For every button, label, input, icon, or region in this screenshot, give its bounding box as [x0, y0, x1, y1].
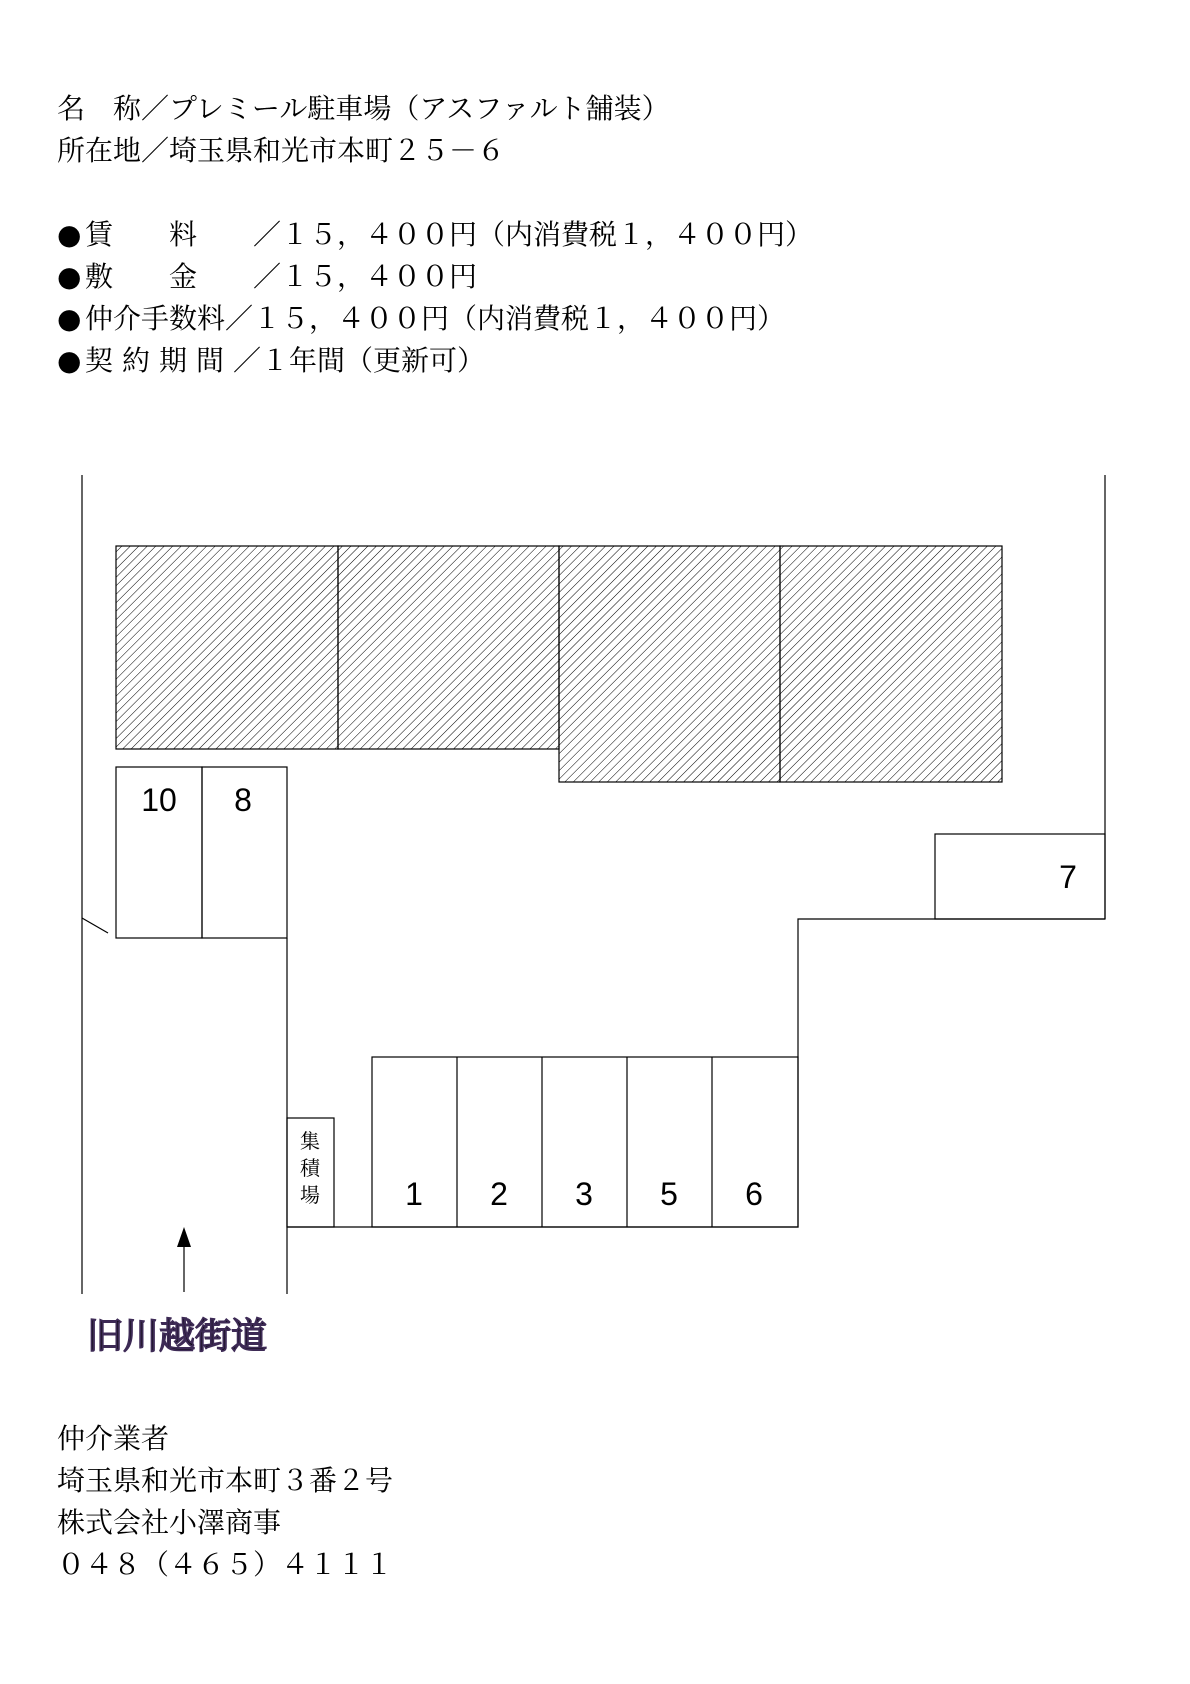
property-address-line — [57, 130, 813, 172]
bullet-icon: ● — [57, 218, 82, 251]
term-label: 敷 金 — [85, 260, 198, 293]
collection-area-label: 積 — [300, 1156, 320, 1180]
property-name-line — [57, 88, 813, 130]
space-number: 3 — [575, 1176, 593, 1212]
road-name: 旧川越街道 — [87, 1316, 268, 1357]
space-number: 8 — [234, 782, 252, 818]
term-label: 仲介手数料 — [85, 302, 226, 335]
term-rent — [57, 214, 813, 256]
property-info — [57, 88, 813, 382]
separator: ／ — [233, 344, 262, 377]
term-value: １年間（更新可） — [261, 344, 486, 377]
property-address: 埼玉県和光市本町２５－６ — [169, 134, 506, 167]
collection-area-label: 場 — [300, 1183, 320, 1207]
property-name-label: 名 称 — [57, 92, 142, 125]
bullet-icon: ● — [57, 302, 82, 335]
broker-company: 株式会社小澤商事 — [57, 1506, 282, 1539]
property-address-label: 所在地 — [57, 134, 142, 167]
term-contract-period — [57, 340, 813, 382]
space-number: 10 — [141, 782, 177, 818]
space-number: 1 — [405, 1176, 423, 1212]
separator: ／ — [253, 218, 282, 251]
bullet-icon: ● — [57, 260, 82, 293]
building-block — [559, 546, 780, 782]
space-7-box — [935, 834, 1105, 919]
left-boundary-tick — [82, 918, 108, 933]
broker-info — [57, 1418, 393, 1586]
parking-lot-map — [0, 430, 1190, 1380]
separator: ／ — [253, 260, 282, 293]
space-number: 7 — [1059, 859, 1077, 895]
term-label: 契約期間 — [85, 344, 234, 377]
bullet-icon: ● — [57, 344, 82, 377]
term-value: １５，４００円（内消費税１，４００円） — [281, 218, 814, 251]
building-block — [780, 546, 1002, 782]
space-number: 2 — [490, 1176, 508, 1212]
term-deposit — [57, 256, 813, 298]
space-number: 6 — [745, 1176, 763, 1212]
space-number: 5 — [660, 1176, 678, 1212]
building-block — [116, 546, 338, 749]
building-block — [338, 546, 559, 749]
separator: ／ — [141, 134, 170, 167]
term-label: 賃 料 — [85, 218, 198, 251]
up-arrow-icon — [177, 1227, 191, 1292]
broker-address: 埼玉県和光市本町３番２号 — [57, 1464, 394, 1497]
term-commission — [57, 298, 813, 340]
property-name: プレミール駐車場（アスファルト舗装） — [169, 92, 670, 125]
separator: ／ — [141, 92, 170, 125]
term-value: １５，４００円 — [281, 260, 478, 293]
term-value: １５，４００円（内消費税１，４００円） — [253, 302, 786, 335]
separator: ／ — [225, 302, 254, 335]
broker-phone: ０４８（４６５）４１１１ — [57, 1548, 394, 1581]
collection-area-label: 集 — [300, 1129, 320, 1153]
broker-heading: 仲介業者 — [57, 1422, 170, 1455]
